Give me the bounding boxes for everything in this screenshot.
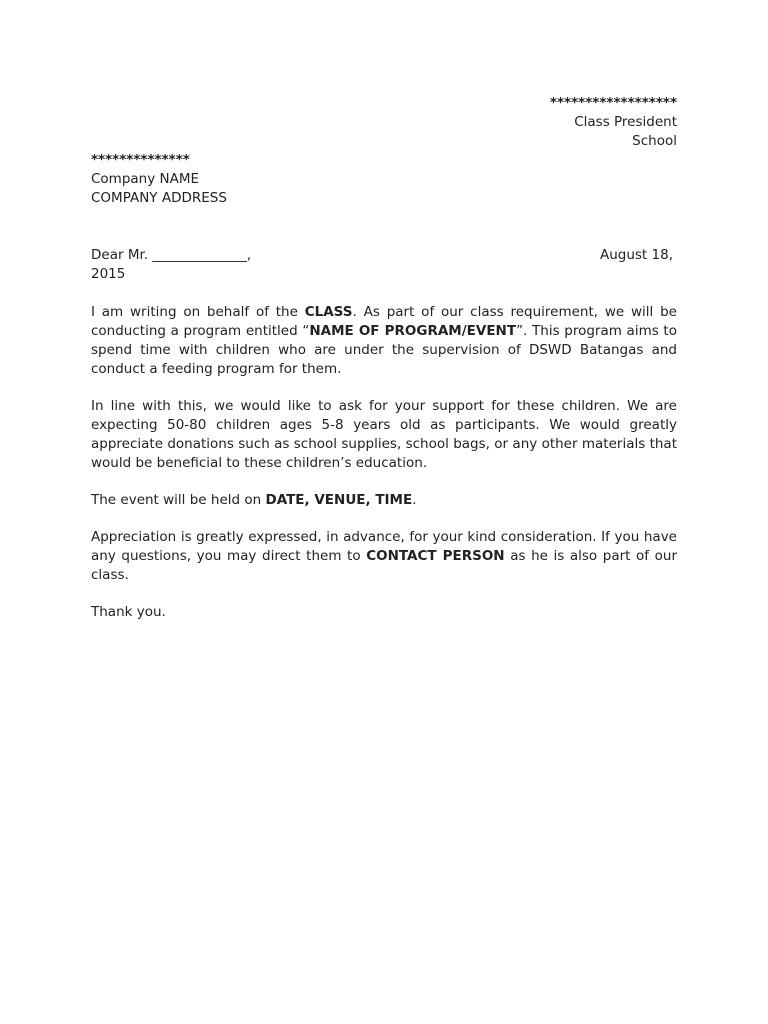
letter-date-year: 2015 [91,266,126,282]
p1-text-b: . As part of our class requirement, we will be conducting a program entitled “ [91,304,677,339]
closing-line: Thank you. [91,604,166,620]
letter-date-month-day: August 18, [599,247,673,263]
letter-body [91,303,677,640]
sender-name-placeholder: ****************** [549,95,677,111]
greeting-row [91,246,677,284]
p1-text-a: I am writing on behalf of the [91,304,305,320]
class-placeholder: CLASS [304,304,353,320]
paragraph-appreciation [91,528,677,585]
p3-text-a: The event will be held on [91,492,266,508]
event-details-placeholder: DATE, VENUE, TIME [265,492,413,508]
p1-text-c: ”. This program aims to spend time with children who are under the supervision of DSWD Batangas and conduct a feeding program for them. [91,323,677,377]
recipient-company-name: Company NAME [91,171,200,187]
p4-text-a: Appreciation is greatly expressed, in advance, for your kind consideration. If you have any questions, you may direct them to [91,529,677,564]
p4-text-b: as he is also part of our class. [91,548,677,583]
paragraph-intro [91,303,677,379]
contact-person-placeholder: CONTACT PERSON [366,548,505,564]
sender-school: School [632,133,677,149]
sender-title: Class President [574,114,677,130]
p3-text-b: . [412,492,417,508]
recipient-name-placeholder: ************** [91,152,190,168]
recipient-block [91,151,227,208]
sender-block [550,94,677,151]
salutation: Dear Mr. ______________, [91,247,252,263]
paragraph-event-details [91,491,677,510]
recipient-company-address: COMPANY ADDRESS [91,190,227,206]
program-name-placeholder: NAME OF PROGRAM/EVENT [309,323,517,339]
paragraph-request: In line with this, we would like to ask for your support for these children. We are expecting 50-80 children ages 5-8 years old as participants. We would greatly appreciate donations such as school supplies, school bags, or any other materials that would be beneficial to these children’s education. [91,398,677,471]
